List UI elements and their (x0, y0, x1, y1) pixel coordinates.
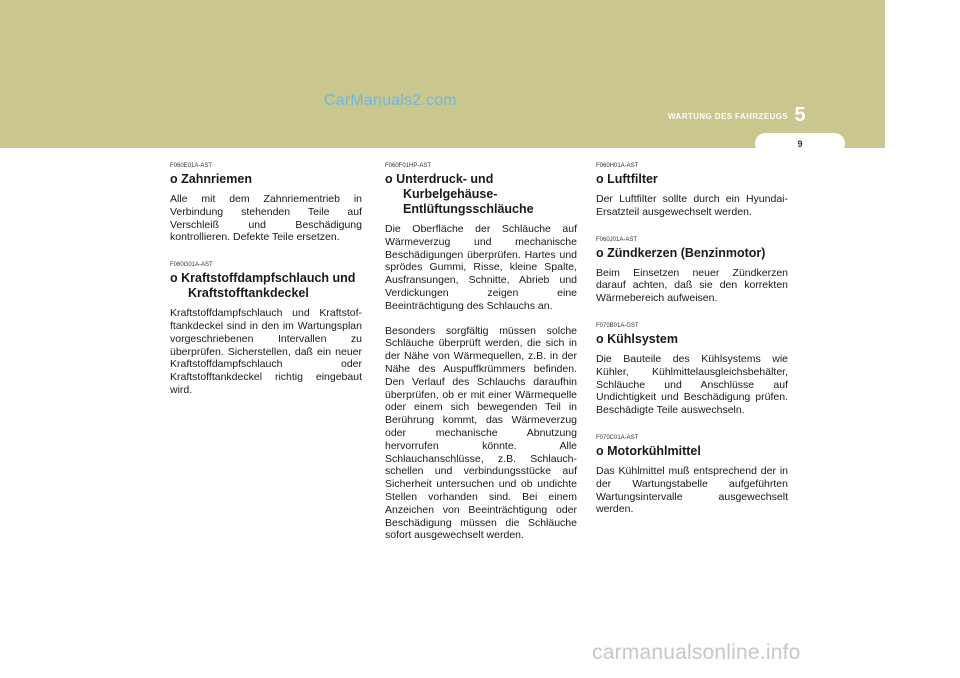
page-number-tab (755, 133, 845, 154)
section-body: Die Oberfläche der Schläuche auf Wärmeverzug und mechanische Beschädigungen überprüfen. Hartes und sprödes Gummi, Risse, kleine Spalte, Ausfransungen, Schnitte, Abrieb und Verdickungen zeigen eine Beeinträchtigung des Schlauchs an. (385, 223, 577, 312)
section-body: Kraftstoffdampfschlauch und Kraftstof-ftankdeckel sind in den im Wartungsplan vorgeschriebenen Intervallen zu überprüfen. Sicherstellen, daß ein neuer Kraftstoffdampfschlauch oder Kraftstofftankdeckel richtig eingebaut wird. (170, 307, 362, 396)
text-column-2 (385, 163, 577, 560)
chapter-header-band (0, 0, 885, 148)
section-body: Der Luftfilter sollte durch ein Hyundai-Ersatzteil ausgewechselt werden. (596, 193, 788, 218)
section-body: Das Kühlmittel muß entsprechend der in der Wartungstabelle aufgeführten Wartungsintervalle ausgewechselt werden. (596, 464, 788, 516)
section-body: Die Bauteile des Kühlsystems wie Kühler, Kühlmittelausgleichsbehälter, Schläuche und Anschlüsse auf Undichtigkeit und Beschädigung prüfen. Beschädigte Teile auswechseln. (596, 352, 788, 417)
section-code: F060E01A-AST (170, 163, 213, 169)
section-heading-luftfilter: o Luftfilter (596, 172, 658, 186)
section-code: F070B01A-GST (596, 322, 639, 329)
section-heading-unterdruckschlaeuche: o Unterdruck- und Kurbelgehäuse-Entlüftungsschläuche (385, 172, 534, 216)
section-heading-motorkuehlmittel: o Motorkühlmittel (596, 443, 701, 458)
text-column-1 (170, 163, 362, 415)
watermark-carmanualsonline[interactable]: carmanualsonline.info (592, 641, 801, 664)
chapter-title: WARTUNG DES FAHRZEUGS (668, 112, 788, 121)
text-column-3 (596, 163, 788, 534)
section-code: F070C01A-AST (596, 434, 639, 441)
watermark-carmanuals2[interactable]: CarManuals2.com (324, 92, 457, 109)
section-body: Besonders sorgfältig müssen solche Schläuche überprüft werden, die sich in der Nähe von Wärmequellen, z.B. in der Nähe des Auspuffkrümmers befinden. Den Verlauf des Schlauchs daraufhin überprüfen, ob er mit einer Wärmequelle oder einem sich bewegenden Teil in Berührung kommt, das Wärmeverzug oder mechanische Abnutzung hervorrufen könnte. Alle Schlauchanschlüsse, z.B. Schlauch-schellen und verbindungsstücke auf Sicherheit untersuchen und ob undichte Stellen vorhanden sind. Bei einem Anzeichen von Beeinträchtigung oder Beschädigung müssen die Schläuche sofort ausgewechselt werden. (385, 324, 577, 542)
section-heading-zuendkerzen: o Zündkerzen (Benzinmotor) (596, 245, 766, 260)
section-body: Beim Einsetzen neuer Zündkerzen darauf achten, daß sie den korrekten Wärmebereich aufweisen. (596, 266, 788, 305)
section-heading-kraftstoffdampfschlauch: o Kraftstoffdampfschlauch und Kraftstofftankdeckel (170, 271, 356, 301)
section-code: F060J01A-AST (596, 236, 638, 243)
section-code: F060F01HP-AST (385, 163, 432, 169)
section-code: F060G01A-AST (170, 262, 213, 269)
section-body: Alle mit dem Zahnriementrieb in Verbindung stehenden Teile auf Verschleiß und Beschädigung kontrollieren. Defekte Teile ersetzen. (170, 193, 362, 244)
section-heading-zahnriemen: o Zahnriemen (170, 172, 252, 186)
chapter-number: 5 (794, 104, 806, 126)
section-heading-kuehlsystem: o Kühlsystem (596, 331, 678, 346)
page-number: 9 (797, 139, 803, 149)
section-code: F060H01A-AST (596, 163, 639, 169)
